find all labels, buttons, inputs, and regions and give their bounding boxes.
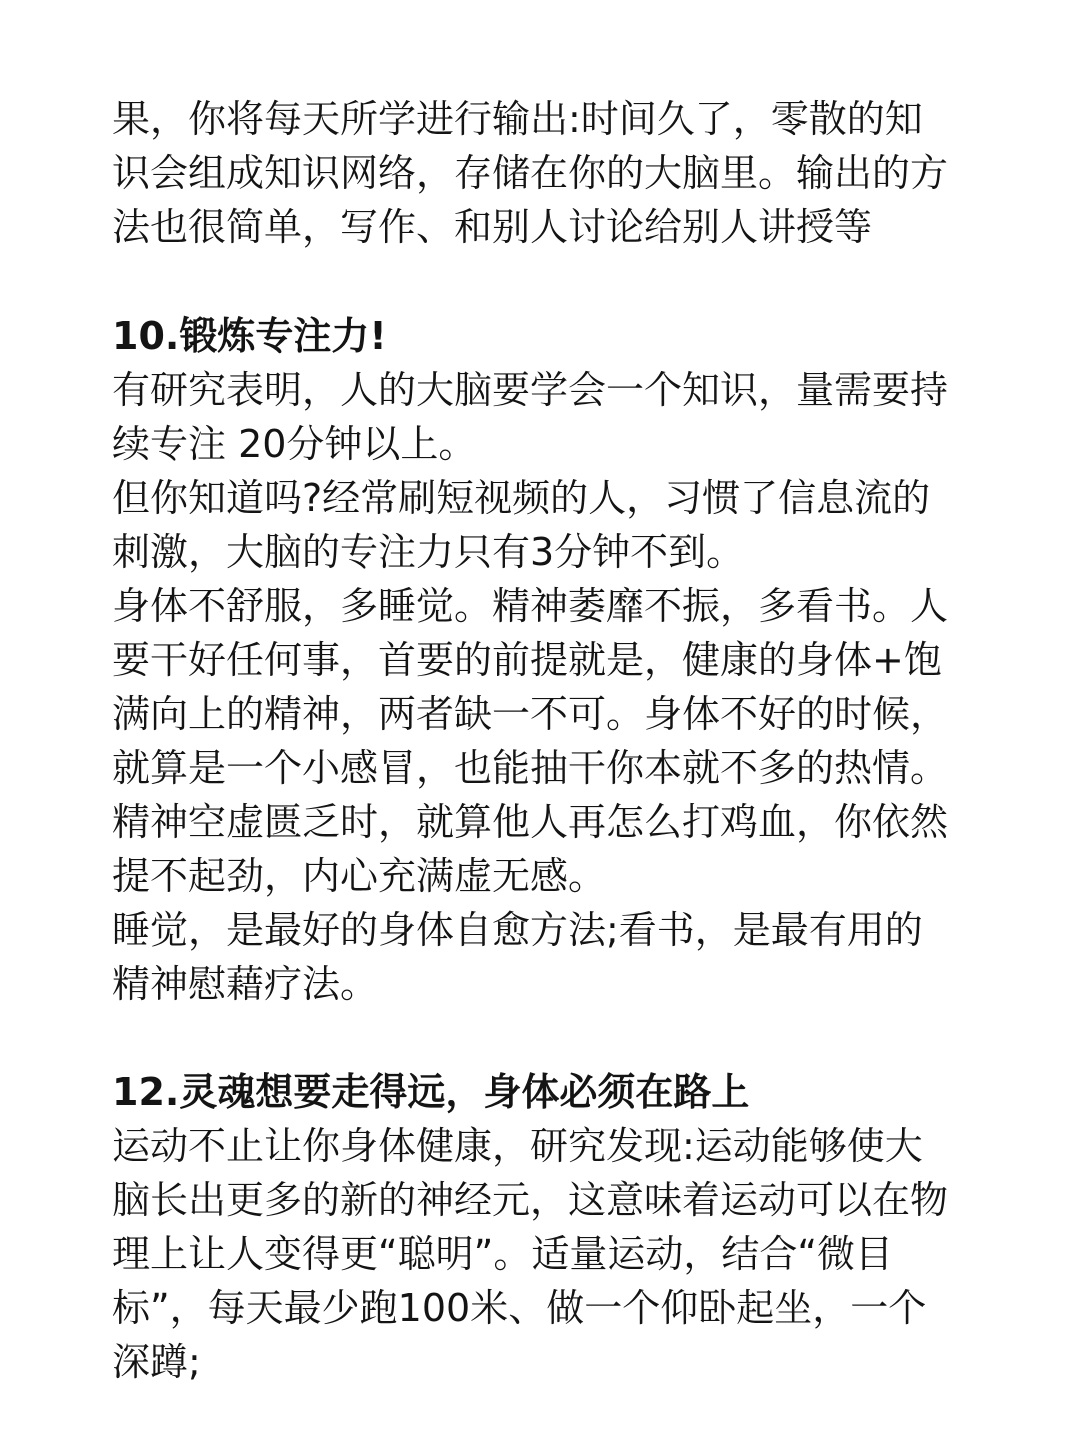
text-line: 续专注 20分钟以上。 [112, 422, 477, 466]
section-heading: 10.锻炼专注力! [112, 314, 387, 358]
section-heading: 12.灵魂想要走得远，身体必须在路上 [112, 1070, 750, 1114]
intro-paragraph [112, 92, 1012, 254]
section-12 [112, 1065, 1012, 1389]
text-line: 识会组成知识网络，存储在你的大脑里。输出的方 [112, 151, 949, 195]
text-line: 但你知道吗?经常刷短视频的人，习惯了信息流的 [112, 476, 931, 520]
paragraph-gap [112, 254, 1012, 308]
text-line: 提不起劲，内心充满虚无感。 [112, 854, 607, 898]
article-body [112, 92, 1012, 1389]
paragraph-gap [112, 1011, 1012, 1065]
text-line: 脑长出更多的新的神经元，这意味着运动可以在物 [112, 1178, 949, 1222]
text-line: 深蹲; [112, 1340, 201, 1384]
text-line: 标”，每天最少跑100米、做一个仰卧起坐，一个 [112, 1286, 927, 1330]
text-line: 精神慰藉疗法。 [112, 962, 379, 1006]
text-line: 就算是一个小感冒，也能抽干你本就不多的热情。 [112, 746, 949, 790]
text-line: 运动不止让你身体健康，研究发现:运动能够使大 [112, 1124, 923, 1168]
text-line: 睡觉，是最好的身体自愈方法;看书，是最有用的 [112, 908, 923, 952]
text-line: 要干好任何事，首要的前提就是，健康的身体+饱 [112, 638, 942, 682]
text-line: 有研究表明，人的大脑要学会一个知识，量需要持 [112, 368, 949, 412]
text-line: 果，你将每天所学进行输出:时间久了，零散的知 [112, 97, 923, 141]
text-line: 法也很简单，写作、和别人讨论给别人讲授等 [112, 205, 873, 249]
text-line: 精神空虚匮乏时，就算他人再怎么打鸡血，你依然 [112, 800, 949, 844]
section-10 [112, 309, 1012, 1011]
text-line: 理上让人变得更“聪明”。适量运动，结合“微目 [112, 1232, 894, 1276]
text-line: 满向上的精神，两者缺一不可。身体不好的时候， [112, 692, 949, 736]
text-line: 身体不舒服，多睡觉。精神萎靡不振，多看书。人 [112, 584, 949, 628]
text-line: 刺激，大脑的专注力只有3分钟不到。 [112, 530, 745, 574]
